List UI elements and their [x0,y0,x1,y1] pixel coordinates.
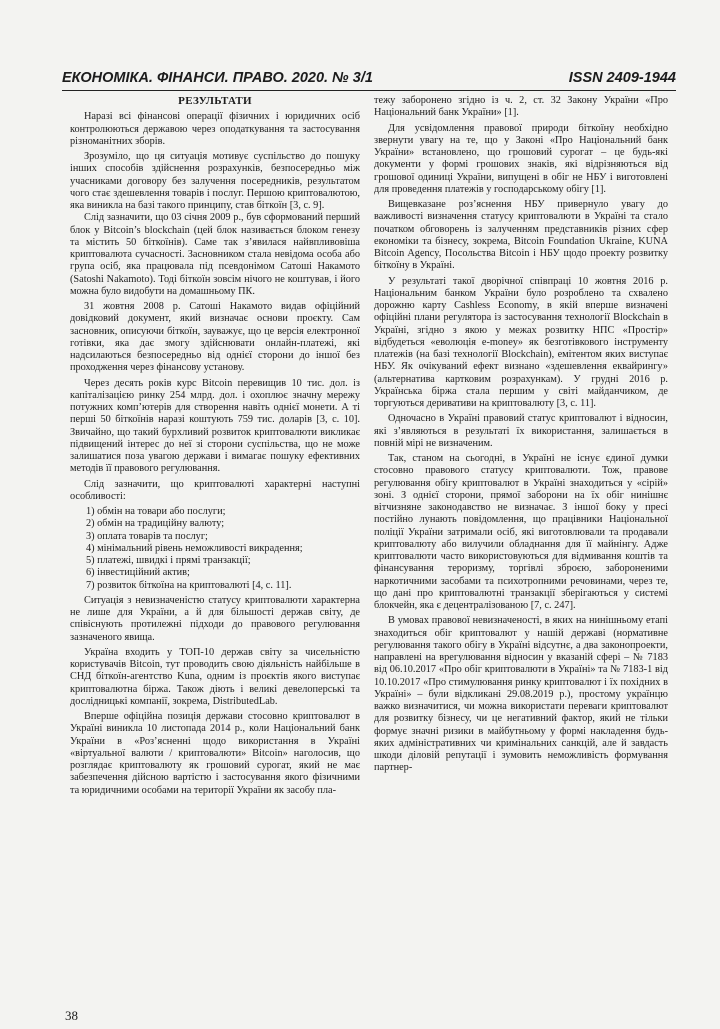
list-item: 5) платежі, швидкі і прямі транзакції; [86,555,251,566]
paragraph: Зрозуміло, що ця ситуація мотивує суспільство до пошуку інших способів здійснення розрахунків, безпосередньо між учасниками договору без залучення посередників, результатом чого стає здешевлення товарів і послуг. Першою криптовалютою, яка виникла на базі такого принципу, став біткоїн [3, с. 9]. [70,151,360,211]
paragraph: 31 жовтня 2008 р. Сатоші Накамото видав офіційний довідковий документ, який визначає основи проєкту. Сам засновник, описуючи біткоїн, зауважує, що це версія електронної готівки, яка дає змогу здійснювати онлайн-платежі, які надсилаються безпосередньо від однієї сторони до іншої без проходження через фінансову установу. [70,301,360,374]
page-number: 38 [65,1008,78,1023]
paragraph: Для усвідомлення правової природи біткоїну необхідно звернути увагу на те, що у Законі «Про Національний банк України» встановлено, що грошовий сурогат – це будь-які документи у формі грошових знаків, які відрізняються від грошової одиниці України, випущені в обіг не НБУ і виготовлені для проведення платежів у господарському обігу [1]. [374,122,668,195]
paragraph: Вищевказане роз’яснення НБУ привернуло увагу до важливості визначення статусу криптовалюти в Україні та стало початком обговорень із залученням представників різних сфер економіки та бізнесу, зокрема, Bitcoin Foundation Ukraine, KUNA Bitcoin Agency, Посольства Bitcoin і НБУ щодо проекту розвитку біткоїну в Україні. [374,199,668,272]
section-title: РЕЗУЛЬТАТИ [178,95,252,107]
journal-title: ЕКОНОМІКА. ФІНАНСИ. ПРАВО. 2020. № 3/1 [62,70,373,86]
list-item: 7) розвиток біткоїна на криптовалюті [4, с. 11]. [86,579,292,591]
paragraph: тежу заборонено згідно із ч. 2, ст. 32 Закону України «Про Національний банк України» [1]. [374,95,668,119]
issn: ISSN 2409-1944 [568,70,676,86]
paragraph: У результаті такої дворічної співпраці 10 жовтня 2016 р. Національним банком України було розроблено та схвалено дорожню карту Cashless Economy, в якій вперше визначені офіційні плани регулятора із застосування технології Blockchain в Україні, згідно з якою у межах розвитку НПС «Простір» відбудеться «еволюція e-money» як безготівкового інструменту платежів (на базі технології Blockchain), емітентом яких виступає НБУ. Як очікуваний ефект визнано «здешевлення еквайрингу» (альтернатива картковим розрахункам). У грудні 2016 р. Українська біржа стала першим у світі майданчиком, де торгуються деривативи на криптовалюту [3, с. 11]. [374,275,668,409]
paragraph: Ситуація з невизначеністю статусу криптовалюти характерна не лише для України, а й для більшості держав світу, де співіснують протилежні підходи до правового регулювання зазначеного явища. [70,594,360,643]
list-item: 1) обмін на товари або послуги; [86,506,226,517]
paragraph: Наразі всі фінансові операції фізичних і юридичних осіб контролюються державою через оподаткування та застосування різноманітних зборів. [70,111,360,147]
paragraph: Україна входить у ТОП-10 держав світу за чисельністю користувачів Bitcoin, тут проводить свою діяльність найбільше в СНД біткоїн-агентство Kuna, одним із проєктів якого виступає криптовалютна біржа. Також діють і великі девелоперські та дослідницькі компанії, зокрема, DistributedLab. [70,646,360,707]
running-header [62,68,676,91]
list-item: 6) інвестиційний актив; [86,567,190,579]
paragraph: Через десять років курс Bitcoin перевищив 10 тис. дол. із капіталізацією ринку 254 млрд. дол. і охоплює значну мережу потужних комп’ютерів для створення навіть однієї монети. А ті перші 50 біткоїнів наразі коштують 759 тис. доларів [3, с. 10]. Звичайно, що такий бурхливий розвиток криптовалюти викликає підвищений інтерес до неї зі сторони суспільства, що не може залишатися поза увагою держави і вимагає пошуку ефективних методів її правового регулювання. [70,377,360,475]
list-item: 3) оплата товарів та послуг; [86,530,208,542]
paragraph: В умовах правової невизначеності, в яких на нинішньому етапі знаходиться обіг криптовалют у нашій державі (нормативне регулювання такого обігу в Україні відсутнє, а два законопроекти, направлені на врегулювання відносин у вказаній сфері – № 7183 від 06.10.2017 «Про обіг криптовалюти в Україні» та № 7183-1 від 10.10.2017 «Про стимулювання ринку криптовалют і їх похідних в Україні» – були відкликані 29.08.2019 р.), простому українцю важко визначитися, чи можна використати переваги криптовалют для розвитку бізнесу, чи це негативний фактор, який не тільки формує значні ризики в майбутньому у формі накладення будь-яких адміністративних чи кримінальних санкцій, але й завдасть шкоди діловій репутації і зумовить неможливість формування партнер- [374,615,668,774]
list-item: 4) мінімальний рівень неможливості викрадення; [86,542,303,554]
paragraph: Слід зазначити, що 03 січня 2009 р., був сформований перший блок у Bitcoin’s blockchain (цей блок називається блоком генезу та містить 50 біткоїнів). Саме так з’явилася найвпливовіша криптовалюта сучасності. Засновником стала невідома особа або група осіб, яка працювала під псевдонімом Сатоші Накамото (Satoshi Nakamoto). Тоді біткоїн зовсім нічого не коштував, і його можна було видобути на домашньому ПК. [70,212,360,297]
paragraph: Так, станом на сьогодні, в Україні не існує єдиної думки стосовно правового статусу криптовалюти. Тож, правове регулювання обігу криптовалют в Україні знаходиться у «сірій» зоні. З однієї сторони, прямої заборони на їх обіг нинішнє вітчизняне законодавство не визначає. З іншої боку у пресі постійно лунають повідомлення, що працівники Національної поліції України затримали осіб, які виготовлювали та продавали криптовалюту або вилучили обладнання для її майнінгу. Адже криптовалюти часто використовуються для відмивання коштів та фінансування тероризму, торгівлі зброєю, забороненими наркотичними засобами та психотропними речовинами, через те, що дані про криптовалютні транзакції зберігаються у системі блокчейн, яка є децентралізованою [7, с. 247]. [374,453,668,611]
right-column [374,95,668,775]
list-item: 2) обмін на традиційну валюту; [86,518,225,530]
paragraph: Слід зазначити, що криптовалюті характерні наступні особливості: [70,478,360,502]
paragraph: Одночасно в Україні правовий статус криптовалют і відносин, які з’являються в результаті їх використання, залишається в повній мірі не визначеним. [374,413,668,449]
paragraph: Вперше офіційна позиція держави стосовно криптовалют в Україні виникла 10 листопада 2014 р., коли Національний банк України в «Роз’ясненні щодо використання в Україні «віртуальної валюти / криптовалюти» Bitcoin» наголосив, що розглядає криптовалюту як грошовий сурогат, який не має забезпечення дійсною вартістю і застосування якого фізичними та юридичними особами на території України як засобу пла- [70,711,360,796]
left-column [70,95,360,797]
